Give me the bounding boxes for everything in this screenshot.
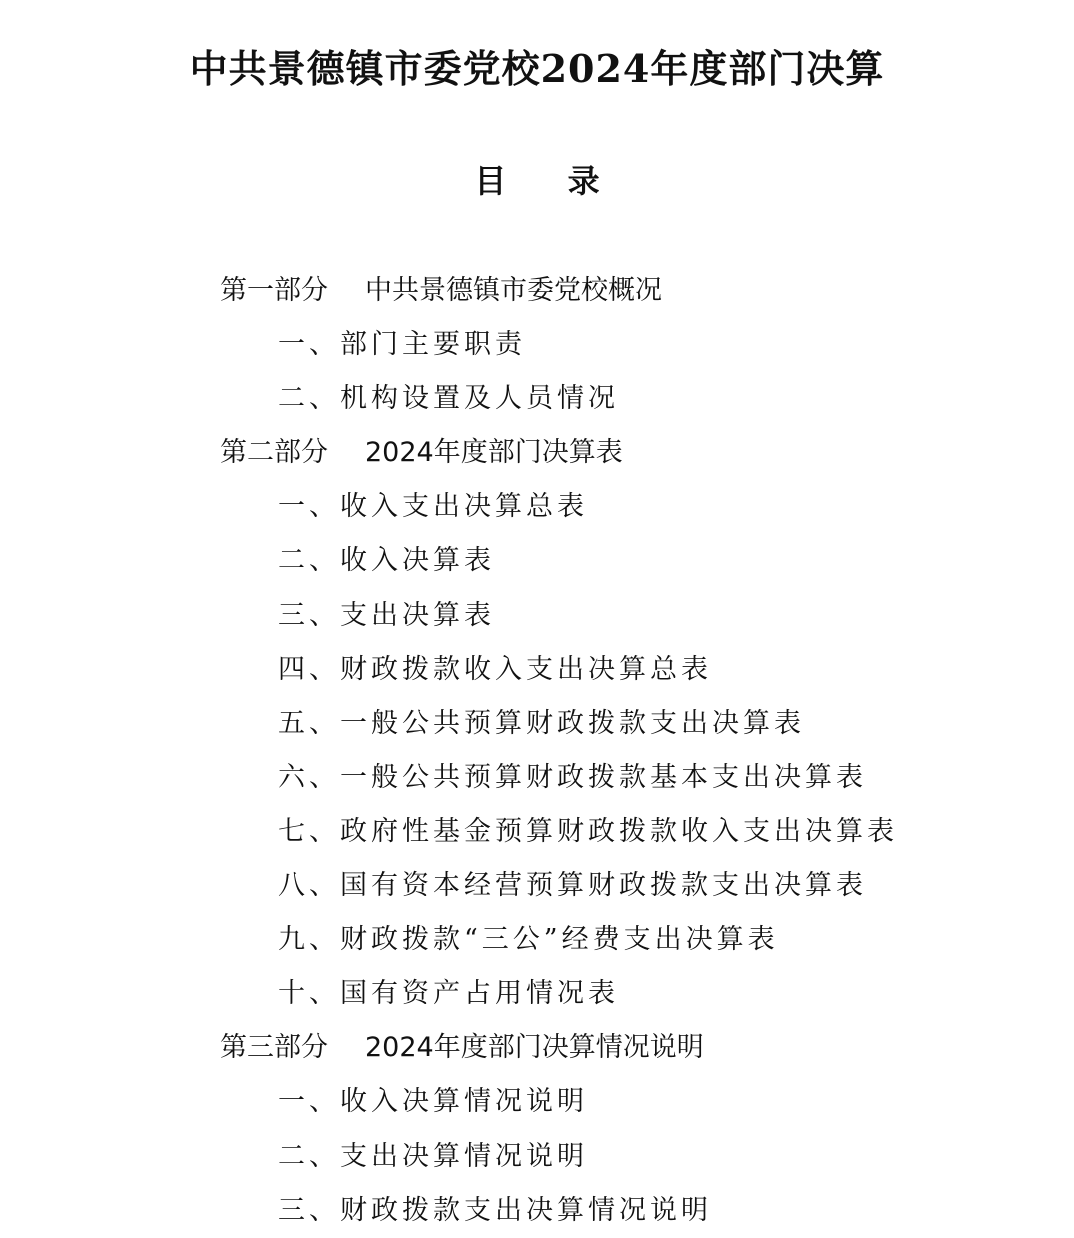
- toc-item: 二、收入决算表: [278, 545, 495, 577]
- toc-item: 一、部门主要职责: [278, 329, 526, 361]
- toc-part-number: 第三部分: [220, 1032, 328, 1064]
- toc-item: 五、一般公共预算财政拨款支出决算表: [278, 707, 805, 739]
- toc-item: 六、一般公共预算财政拨款基本支出决算表: [278, 761, 867, 793]
- table-of-contents: [220, 264, 1020, 1238]
- toc-item: 一、收入决算情况说明: [278, 1086, 588, 1118]
- toc-item: 二、支出决算情况说明: [278, 1140, 588, 1172]
- toc-item: 三、财政拨款支出决算情况说明: [278, 1194, 712, 1226]
- toc-part-heading: [220, 1021, 1020, 1075]
- toc-item: 一、收入支出决算总表: [278, 491, 588, 523]
- toc-part-title: 2024年度部门决算表: [365, 437, 623, 469]
- document-title: 中共景德镇市委党校2024年度部门决算: [189, 46, 885, 91]
- toc-part-title: 中共景德镇市委党校概况: [365, 275, 662, 306]
- toc-item: 二、机构设置及人员情况: [278, 383, 619, 415]
- toc-heading: 目 录: [474, 162, 600, 200]
- toc-item: 七、政府性基金预算财政拨款收入支出决算表: [278, 815, 898, 847]
- toc-item: 九、财政拨款“三公”经费支出决算表: [278, 924, 779, 956]
- toc-part-number: 第二部分: [220, 437, 328, 469]
- toc-part-number: 第一部分: [220, 275, 328, 306]
- toc-item: 三、支出决算表: [278, 599, 495, 631]
- toc-item: 四、财政拨款收入支出决算总表: [278, 653, 712, 685]
- toc-item: 八、国有资本经营预算财政拨款支出决算表: [278, 870, 867, 902]
- toc-item: 十、国有资产占用情况表: [278, 978, 619, 1010]
- toc-part-heading: [220, 264, 1020, 318]
- toc-part-title: 2024年度部门决算情况说明: [365, 1032, 704, 1064]
- toc-part-heading: [220, 426, 1020, 480]
